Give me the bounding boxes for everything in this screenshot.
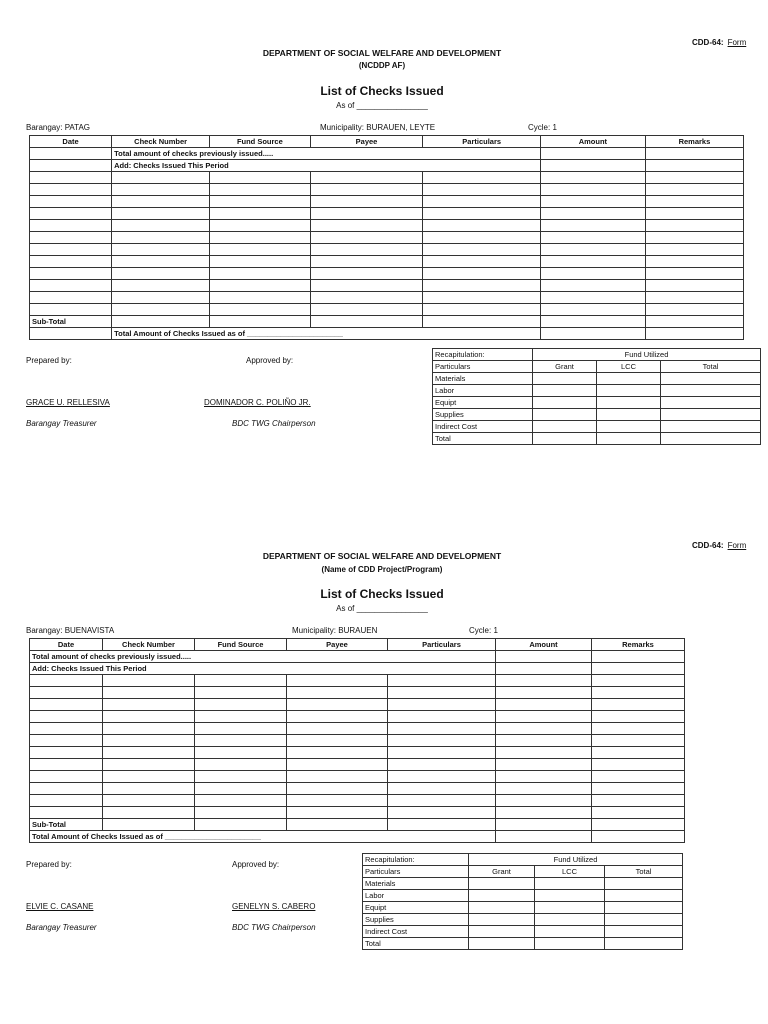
table-row bbox=[30, 220, 744, 232]
table-cell bbox=[310, 292, 423, 304]
table-cell bbox=[310, 244, 423, 256]
col-amount: Amount bbox=[540, 136, 645, 148]
program-name: (NCDDP AF) bbox=[358, 61, 406, 70]
table-cell bbox=[210, 184, 310, 196]
fund-utilized-header: Fund Utilized bbox=[469, 854, 683, 866]
table-cell bbox=[210, 304, 310, 316]
table-row bbox=[30, 256, 744, 268]
table-row bbox=[30, 148, 744, 160]
table-cell bbox=[310, 220, 423, 232]
recap-row: Total bbox=[433, 433, 761, 445]
table-cell bbox=[195, 675, 287, 687]
form-label: Form bbox=[727, 38, 747, 47]
table-cell bbox=[287, 711, 388, 723]
table-cell bbox=[112, 232, 210, 244]
table-cell bbox=[30, 675, 103, 687]
table-cell bbox=[540, 292, 645, 304]
table-cell bbox=[540, 244, 645, 256]
recap-lcc-header: LCC bbox=[597, 361, 661, 373]
table-cell bbox=[592, 783, 685, 795]
col-date: Date bbox=[30, 639, 103, 651]
table-row bbox=[30, 735, 685, 747]
table-cell bbox=[30, 699, 103, 711]
table-cell bbox=[496, 735, 592, 747]
table-cell bbox=[210, 280, 310, 292]
table-cell bbox=[310, 304, 423, 316]
table-cell bbox=[496, 807, 592, 819]
table-cell bbox=[210, 232, 310, 244]
approved-by-role: BDC TWG Chairperson bbox=[232, 923, 316, 932]
table-cell bbox=[112, 304, 210, 316]
table-row bbox=[30, 292, 744, 304]
table-cell bbox=[592, 687, 685, 699]
recap-row: Materials bbox=[363, 878, 683, 890]
table-cell bbox=[30, 196, 112, 208]
table-cell bbox=[423, 268, 540, 280]
table-cell bbox=[592, 771, 685, 783]
table-cell bbox=[287, 747, 388, 759]
recap-row: Equipt bbox=[363, 902, 683, 914]
table-cell bbox=[540, 184, 645, 196]
table-cell bbox=[592, 699, 685, 711]
table-cell bbox=[103, 711, 195, 723]
table-cell bbox=[388, 783, 496, 795]
table-cell bbox=[496, 699, 592, 711]
recap-total-header: Total bbox=[605, 866, 683, 878]
subtotal-label: Sub-Total bbox=[30, 316, 112, 328]
table-cell bbox=[645, 268, 743, 280]
approved-by-label: Approved by: bbox=[232, 860, 280, 869]
table-cell bbox=[423, 232, 540, 244]
program-name: (Name of CDD Project/Program) bbox=[321, 565, 443, 574]
table-cell bbox=[496, 759, 592, 771]
table-cell bbox=[195, 795, 287, 807]
table-cell bbox=[592, 795, 685, 807]
table-cell bbox=[210, 172, 310, 184]
table-cell bbox=[30, 747, 103, 759]
approved-by-label: Approved by: bbox=[246, 356, 294, 365]
recap-row: Indirect Cost bbox=[433, 421, 761, 433]
table-cell bbox=[210, 196, 310, 208]
table-cell bbox=[645, 244, 743, 256]
table-cell bbox=[195, 735, 287, 747]
table-cell bbox=[388, 795, 496, 807]
previous-checks-row: Total amount of checks previously issued..... bbox=[112, 148, 541, 160]
table-cell bbox=[30, 184, 112, 196]
col-amount: Amount bbox=[496, 639, 592, 651]
col-remarks: Remarks bbox=[645, 136, 743, 148]
table-cell bbox=[310, 208, 423, 220]
table-cell bbox=[30, 256, 112, 268]
table-cell bbox=[645, 184, 743, 196]
approved-by-role: BDC TWG Chairperson bbox=[232, 419, 316, 428]
col-payee: Payee bbox=[287, 639, 388, 651]
recap-row: Total bbox=[363, 938, 683, 950]
table-cell bbox=[287, 771, 388, 783]
table-cell bbox=[112, 280, 210, 292]
table-cell bbox=[423, 208, 540, 220]
table-row bbox=[30, 675, 685, 687]
table-cell bbox=[287, 735, 388, 747]
col-fund-source: Fund Source bbox=[195, 639, 287, 651]
table-row bbox=[30, 160, 744, 172]
table-cell bbox=[540, 220, 645, 232]
table-cell bbox=[592, 723, 685, 735]
table-cell bbox=[30, 807, 103, 819]
recapitulation-table bbox=[362, 853, 683, 950]
table-cell bbox=[30, 172, 112, 184]
table-cell bbox=[103, 723, 195, 735]
table-cell bbox=[103, 795, 195, 807]
table-cell bbox=[645, 208, 743, 220]
table-row bbox=[30, 783, 685, 795]
table-cell bbox=[540, 280, 645, 292]
table-row bbox=[30, 747, 685, 759]
col-check-number: Check Number bbox=[112, 136, 210, 148]
table-row bbox=[30, 172, 744, 184]
subtotal-row bbox=[30, 316, 744, 328]
col-check-number: Check Number bbox=[103, 639, 195, 651]
subtotal-label: Sub-Total bbox=[30, 819, 103, 831]
table-cell bbox=[540, 256, 645, 268]
table-cell bbox=[112, 268, 210, 280]
table-cell bbox=[496, 711, 592, 723]
table-cell bbox=[287, 723, 388, 735]
table-cell bbox=[388, 711, 496, 723]
blank-rows bbox=[30, 675, 685, 819]
table-cell bbox=[540, 172, 645, 184]
table-row bbox=[30, 795, 685, 807]
subtotal-row bbox=[30, 819, 685, 831]
department-title: DEPARTMENT OF SOCIAL WELFARE AND DEVELOPMENT bbox=[262, 48, 502, 58]
table-cell bbox=[30, 232, 112, 244]
municipality-label: Municipality: BURAUEN bbox=[292, 626, 378, 635]
table-cell bbox=[645, 220, 743, 232]
table-cell bbox=[195, 771, 287, 783]
recap-grant-header: Grant bbox=[533, 361, 597, 373]
table-cell bbox=[30, 244, 112, 256]
add-checks-row: Add: Checks Issued This Period bbox=[112, 160, 541, 172]
approved-by-name: GENELYN S. CABERO bbox=[232, 902, 316, 911]
table-cell bbox=[496, 723, 592, 735]
table-cell bbox=[103, 735, 195, 747]
table-cell bbox=[30, 268, 112, 280]
table-cell bbox=[423, 220, 540, 232]
table-cell bbox=[103, 807, 195, 819]
recap-row: Indirect Cost bbox=[363, 926, 683, 938]
municipality-label: Municipality: BURAUEN, LEYTE bbox=[320, 123, 436, 132]
table-cell bbox=[388, 735, 496, 747]
table-cell bbox=[195, 807, 287, 819]
table-row bbox=[30, 687, 685, 699]
table-header-row bbox=[30, 639, 685, 651]
total-checks-label: Total Amount of Checks Issued as of _______________________ bbox=[30, 831, 496, 843]
table-cell bbox=[287, 783, 388, 795]
total-row bbox=[30, 328, 744, 340]
previous-checks-row: Total amount of checks previously issued..... bbox=[30, 651, 496, 663]
table-row bbox=[30, 208, 744, 220]
table-cell bbox=[592, 807, 685, 819]
table-cell bbox=[103, 759, 195, 771]
table-cell bbox=[103, 699, 195, 711]
add-checks-row: Add: Checks Issued This Period bbox=[30, 663, 496, 675]
table-cell bbox=[210, 220, 310, 232]
prepared-by-role: Barangay Treasurer bbox=[26, 923, 97, 932]
table-cell bbox=[496, 747, 592, 759]
recap-particulars-header: Particulars bbox=[363, 866, 469, 878]
table-cell bbox=[30, 735, 103, 747]
table-cell bbox=[423, 196, 540, 208]
prepared-by-role: Barangay Treasurer bbox=[26, 419, 97, 428]
table-cell bbox=[287, 795, 388, 807]
table-cell bbox=[195, 687, 287, 699]
checks-table bbox=[29, 638, 685, 843]
table-cell bbox=[112, 208, 210, 220]
table-cell bbox=[30, 208, 112, 220]
prepared-by-name: ELVIE C. CASANE bbox=[26, 902, 94, 911]
table-cell bbox=[30, 795, 103, 807]
col-remarks: Remarks bbox=[592, 639, 685, 651]
recap-lcc-header: LCC bbox=[535, 866, 605, 878]
table-cell bbox=[30, 280, 112, 292]
table-row bbox=[30, 651, 685, 663]
table-cell bbox=[310, 172, 423, 184]
recap-total-header: Total bbox=[661, 361, 761, 373]
checks-table bbox=[29, 135, 744, 340]
table-cell bbox=[30, 292, 112, 304]
table-cell bbox=[210, 292, 310, 304]
table-row bbox=[30, 711, 685, 723]
blank-rows bbox=[30, 172, 744, 316]
recap-particulars-header: Particulars bbox=[433, 361, 533, 373]
col-particulars: Particulars bbox=[423, 136, 540, 148]
table-cell bbox=[496, 771, 592, 783]
table-cell bbox=[112, 184, 210, 196]
recapitulation-table bbox=[432, 348, 761, 445]
table-cell bbox=[645, 172, 743, 184]
table-cell bbox=[310, 268, 423, 280]
table-cell bbox=[112, 196, 210, 208]
table-row bbox=[30, 244, 744, 256]
table-header-row bbox=[30, 136, 744, 148]
page-title: List of Checks Issued bbox=[320, 587, 444, 601]
table-cell bbox=[592, 675, 685, 687]
table-cell bbox=[30, 304, 112, 316]
table-cell bbox=[388, 723, 496, 735]
table-cell bbox=[540, 268, 645, 280]
table-row bbox=[30, 280, 744, 292]
form-code-label: CDD-64: bbox=[692, 38, 724, 47]
table-row bbox=[30, 232, 744, 244]
table-cell bbox=[645, 232, 743, 244]
table-cell bbox=[103, 783, 195, 795]
table-cell bbox=[540, 196, 645, 208]
table-cell bbox=[423, 184, 540, 196]
table-row bbox=[30, 807, 685, 819]
col-date: Date bbox=[30, 136, 112, 148]
col-payee: Payee bbox=[310, 136, 423, 148]
table-cell bbox=[30, 723, 103, 735]
table-cell bbox=[210, 268, 310, 280]
table-cell bbox=[195, 723, 287, 735]
table-cell bbox=[112, 172, 210, 184]
table-cell bbox=[195, 699, 287, 711]
approved-by-name: DOMINADOR C. POLIÑO JR. bbox=[204, 398, 311, 407]
barangay-label: Barangay: BUENAVISTA bbox=[26, 626, 115, 635]
table-cell bbox=[195, 747, 287, 759]
table-cell bbox=[540, 208, 645, 220]
table-cell bbox=[103, 675, 195, 687]
table-cell bbox=[423, 172, 540, 184]
prepared-by-label: Prepared by: bbox=[26, 860, 72, 869]
fund-utilized-header: Fund Utilized bbox=[533, 349, 761, 361]
table-cell bbox=[496, 795, 592, 807]
table-cell bbox=[496, 687, 592, 699]
table-cell bbox=[645, 256, 743, 268]
table-cell bbox=[112, 244, 210, 256]
table-cell bbox=[210, 244, 310, 256]
table-row bbox=[30, 699, 685, 711]
table-cell bbox=[103, 747, 195, 759]
table-cell bbox=[388, 807, 496, 819]
prepared-by-label: Prepared by: bbox=[26, 356, 72, 365]
table-cell bbox=[30, 783, 103, 795]
col-particulars: Particulars bbox=[388, 639, 496, 651]
table-cell bbox=[645, 292, 743, 304]
table-cell bbox=[112, 292, 210, 304]
table-row bbox=[30, 268, 744, 280]
table-cell bbox=[645, 280, 743, 292]
table-cell bbox=[30, 771, 103, 783]
table-cell bbox=[645, 196, 743, 208]
as-of-line: As of ________________ bbox=[336, 101, 428, 110]
table-cell bbox=[423, 304, 540, 316]
table-cell bbox=[287, 699, 388, 711]
table-row bbox=[30, 184, 744, 196]
table-cell bbox=[540, 304, 645, 316]
table-cell bbox=[496, 675, 592, 687]
form-code-label: CDD-64: bbox=[692, 541, 724, 550]
table-cell bbox=[388, 771, 496, 783]
table-cell bbox=[30, 711, 103, 723]
table-row bbox=[30, 759, 685, 771]
table-row bbox=[30, 771, 685, 783]
col-fund-source: Fund Source bbox=[210, 136, 310, 148]
table-row bbox=[30, 663, 685, 675]
table-cell bbox=[112, 256, 210, 268]
barangay-label: Barangay: PATAG bbox=[26, 123, 91, 132]
form-code bbox=[692, 38, 746, 47]
recap-row: Supplies bbox=[363, 914, 683, 926]
recap-grant-header: Grant bbox=[469, 866, 535, 878]
table-cell bbox=[423, 280, 540, 292]
table-cell bbox=[195, 783, 287, 795]
table-cell bbox=[388, 699, 496, 711]
recap-row: Equipt bbox=[433, 397, 761, 409]
table-cell bbox=[112, 220, 210, 232]
prepared-by-name: GRACE U. RELLESIVA bbox=[26, 398, 110, 407]
table-cell bbox=[592, 735, 685, 747]
table-cell bbox=[592, 747, 685, 759]
page-title: List of Checks Issued bbox=[320, 84, 444, 98]
table-cell bbox=[287, 759, 388, 771]
table-cell bbox=[30, 759, 103, 771]
recap-row: Materials bbox=[433, 373, 761, 385]
table-cell bbox=[496, 783, 592, 795]
form-code bbox=[692, 541, 746, 550]
table-cell bbox=[540, 232, 645, 244]
table-row bbox=[30, 304, 744, 316]
as-of-line: As of ________________ bbox=[336, 604, 428, 613]
table-cell bbox=[195, 759, 287, 771]
table-cell bbox=[30, 220, 112, 232]
recap-row: Labor bbox=[363, 890, 683, 902]
table-row bbox=[30, 723, 685, 735]
table-cell bbox=[388, 687, 496, 699]
table-cell bbox=[287, 807, 388, 819]
cycle-label: Cycle: 1 bbox=[528, 123, 557, 132]
total-checks-label: Total Amount of Checks Issued as of _______________________ bbox=[112, 328, 541, 340]
table-cell bbox=[423, 256, 540, 268]
recap-title: Recapitulation: bbox=[433, 349, 533, 361]
table-cell bbox=[310, 232, 423, 244]
table-cell bbox=[30, 687, 103, 699]
department-title: DEPARTMENT OF SOCIAL WELFARE AND DEVELOPMENT bbox=[262, 551, 502, 561]
table-cell bbox=[310, 184, 423, 196]
table-cell bbox=[645, 304, 743, 316]
table-cell bbox=[195, 711, 287, 723]
table-cell bbox=[388, 759, 496, 771]
total-row bbox=[30, 831, 685, 843]
form-label: Form bbox=[727, 541, 747, 550]
recap-row: Supplies bbox=[433, 409, 761, 421]
table-cell bbox=[103, 687, 195, 699]
table-cell bbox=[310, 280, 423, 292]
table-cell bbox=[423, 244, 540, 256]
table-cell bbox=[592, 711, 685, 723]
table-cell bbox=[388, 747, 496, 759]
table-cell bbox=[310, 256, 423, 268]
table-cell bbox=[103, 771, 195, 783]
table-row bbox=[30, 196, 744, 208]
table-cell bbox=[310, 196, 423, 208]
table-cell bbox=[287, 675, 388, 687]
table-cell bbox=[210, 256, 310, 268]
table-cell bbox=[423, 292, 540, 304]
table-cell bbox=[592, 759, 685, 771]
cycle-label: Cycle: 1 bbox=[469, 626, 498, 635]
recap-title: Recapitulation: bbox=[363, 854, 469, 866]
table-cell bbox=[287, 687, 388, 699]
table-cell bbox=[388, 675, 496, 687]
table-cell bbox=[210, 208, 310, 220]
recap-row: Labor bbox=[433, 385, 761, 397]
